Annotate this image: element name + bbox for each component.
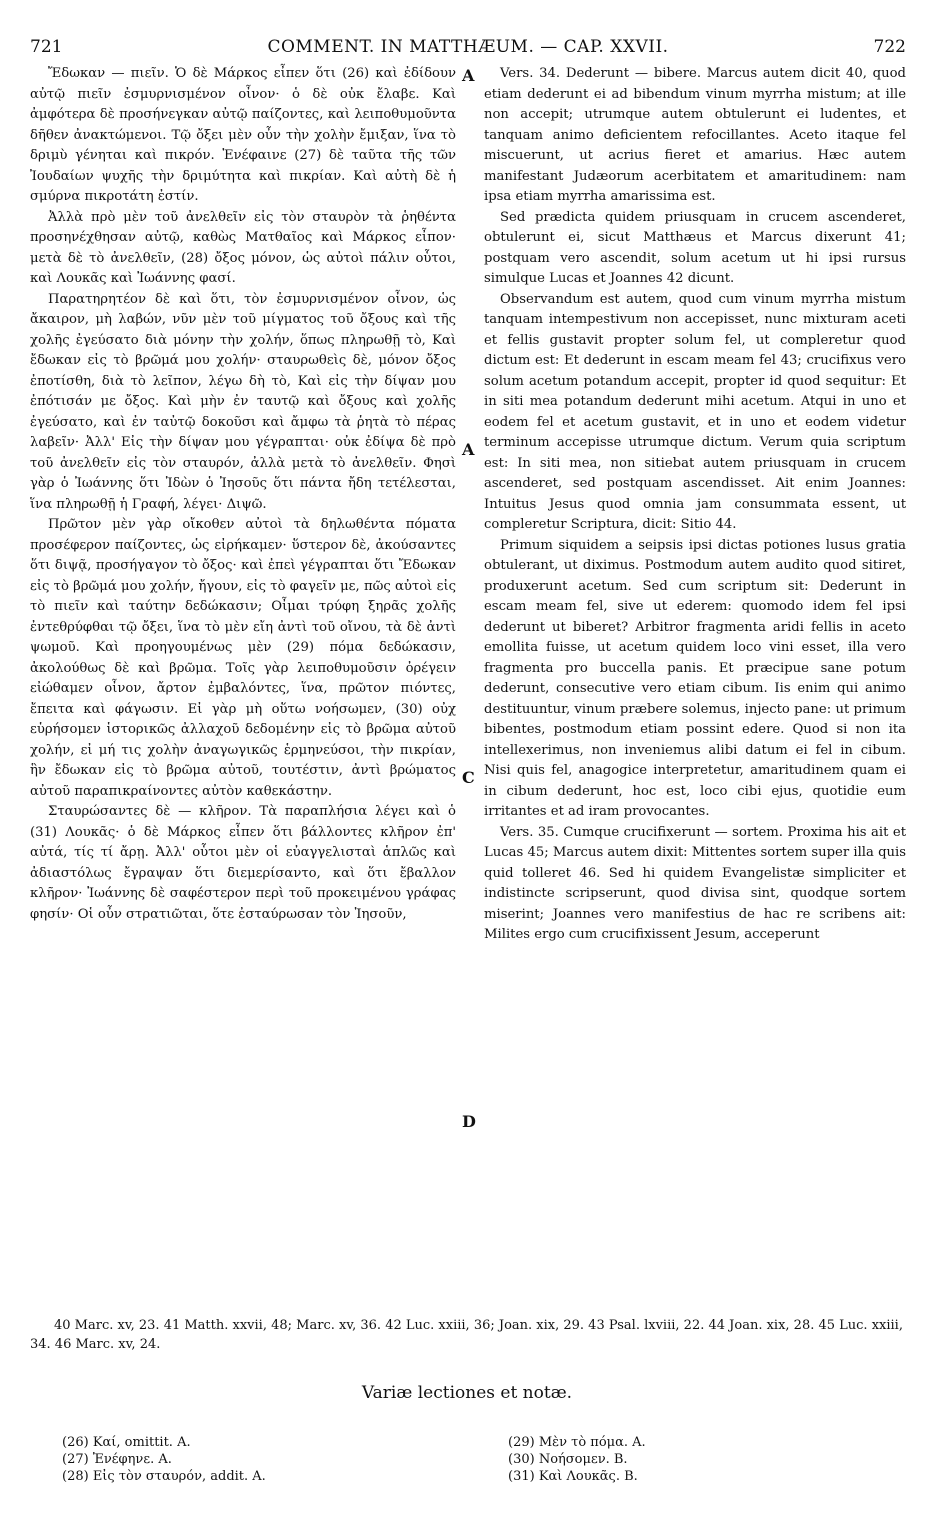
- margin-marker: D: [462, 1112, 476, 1131]
- variae-right-list: [508, 1434, 646, 1485]
- greek-paragraph: Ἀλλὰ πρὸ μὲν τοῦ ἀνελθεῖν εἰς τὸν σταυρὸν τὰ ῥηθέντα προσηνέχθησαν αὐτῷ, καθὼς Ματθαῖος καὶ Μάρκος εἶπον· μετὰ δὲ τὸ ἀνελθεῖν, (28) ὄξος μόνον, ὡς αὐτοὶ πάλιν οὗτοι, καὶ Λουκᾶς καὶ Ἰωάννης φασί.: [30, 209, 456, 286]
- latin-paragraph: Observandum est autem, quod cum vinum myrrha mistum tanquam intempestivum non accepisset, nunc mixturam aceti et fellis gustavit propter solum fel, ut compleretur quod dictum est: Et dederunt in escam meam fel 43; crucifixus vero solum acetum potandum accepit, propter id quod sequitur: Et in siti mea potandum dederunt mihi acetum. Atqui in uno et eodem fel et acetum gustavit, et in uno et eodem videtur terminum accepisse utrumque dictum. Verum quia scriptum est: In siti mea, non sitiebat autem priusquam in crucem ascenderet, sed postquam ascendisset. Ait enim Joannes: Intuitus Jesus quod omnia jam consummata essent, ut compleretur Scriptura, dicit: Sitio 44.: [484, 291, 906, 532]
- greek-paragraph: Ἔδωκαν — πιεῖν. Ὁ δὲ Μάρκος εἶπεν ὅτι (26) καὶ ἐδίδουν αὐτῷ πιεῖν ἐσμυρνισμένον οἶνον· ὁ δὲ οὐκ ἔλαβε. Καὶ ἀμφότερα δὲ προσήνεγκαν αὐτῷ παίζοντες, καὶ λειποθυμοῦντα δῆθεν ἀνακτώμενοι. Τῷ ὄξει μὲν οὖν τὴν χολὴν ἔμιξαν, ἵνα τὸ δριμὺ γένηται καὶ πικρόν. Ἐνέφαινε (27) δὲ ταῦτα τῆς τῶν Ἰουδαίων ψυχῆς τὴν δριμύτητα καὶ πικρίαν. Καὶ αὐτὴ δὲ ἡ σμύρνα πικροτάτη ἐστίν.: [30, 66, 456, 204]
- variae-item: (26) Καί, omittit. A.: [62, 1435, 191, 1450]
- footnotes: [30, 1316, 906, 1354]
- page-number-left: 721: [30, 37, 63, 57]
- variae-title: Variæ lectiones et notæ.: [361, 1383, 573, 1403]
- running-title: COMMENT. IN MATTHÆUM. — CAP. XXVII.: [267, 37, 669, 57]
- latin-paragraph: Sed prædicta quidem priusquam in crucem ascenderet, obtulerunt ei, sicut Matthæus et Marcus dixerunt 41; postquam vero ascendit, solum acetum ut hi ipsi rursus simulque Lucas et Joannes 42 dicunt.: [484, 209, 906, 286]
- greek-paragraph: Παρατηρητέον δὲ καὶ ὅτι, τὸν ἐσμυρνισμένον οἶνον, ὡς ἄκαιρον, μὴ λαβών, νῦν μὲν τοῦ μίγματος τοῦ ὄξους καὶ τῆς χολῆς ἐγεύσατο διὰ μόνην τὴν χολήν, ὅπως πληρωθῇ τὸ, Καὶ ἔδωκαν εἰς τὸ βρῶμά μου χολήν· σταυρωθεὶς δὲ, μόνον ὄξος ἐποτίσθη, διὰ τὸ λεῖπον, λέγω δὴ τὸ, Καὶ εἰς τὴν δίψαν μου ἐπότισάν με ὄξος. Καὶ μὴν ἐν ταυτῷ καὶ ὄξους καὶ χολῆς ἐγεύσατο, καὶ ἐν ταὐτῷ δοκοῦσι καὶ ἄμφω τὰ ῥητὰ τὸ πέρας λαβεῖν· Ἀλλ' Εἰς τὴν δίψαν μου γέγραπται· οὐκ ἐδίψα δὲ πρὸ τοῦ ἀνελθεῖν εἰς τὸν σταυρόν, ἀλλὰ μετὰ τὸ ἀνελθεῖν. Φησὶ γὰρ ὁ Ἰωάννης ὅτι Ἰδὼν ὁ Ἰησοῦς ὅτι πάντα ἤδη τετέλεσται, ἵνα πληρωθῇ ἡ Γραφή, λέγει· Διψῶ.: [30, 291, 456, 512]
- variae-item: (31) Καὶ Λουκᾶς. B.: [508, 1469, 638, 1484]
- variae-left-list: [62, 1434, 266, 1485]
- margin-marker: A: [462, 440, 475, 459]
- greek-column: [30, 64, 456, 925]
- variae-item: (30) Νοήσομεν. B.: [508, 1452, 628, 1467]
- greek-paragraph: Πρῶτον μὲν γὰρ οἴκοθεν αὐτοὶ τὰ δηλωθέντα πόματα προσέφερον παίζοντες, ὡς εἰρήκαμεν· ὕστερον δὲ, ἀκούσαντες ὅτι διψᾷ, προσήγαγον τὸ ὄξος· καὶ ἐπεὶ γέγραπται ὅτι Ἔδωκαν εἰς τὸ βρῶμά μου χολήν, ἤγουν, εἰς τὸ φαγεῖν με, πῶς αὐτοὶ εἰς τὸ πιεῖν καὶ ταύτην δεδώκασιν; Οἶμαι τρύφη ξηρᾶς χολῆς ἐντεθρύφθαι τῷ ὄξει, ἵνα τὸ μὲν εἴη ἀντὶ τοῦ οἴνου, τὰ δὲ ἀντὶ ψωμοῦ. Καὶ προηγουμένως μὲν (29) πόμα δεδώκασιν, ἀκολούθως δὲ καὶ βρῶμα. Τοῖς γὰρ λειποθυμοῦσιν ὀρέγειν εἰώθαμεν οἶνον, ἄρτον ἐμβαλόντες, ἵνα, πρῶτον πιόντες, ἔπειτα καὶ φάγωσιν. Εἰ γὰρ μὴ οὕτω νοήσωμεν, (30) οὐχ εὑρήσομεν ἱστορικῶς ἀλλαχοῦ δεδομένην εἰς τὸ βρῶμα αὐτοῦ χολήν, εἰ μή τις χολὴν ἀναγωγικῶς ἑρμηνεύσοι, τὴν πικρίαν, ἣν ἔδωκαν εἰς τὸ βρῶμα αὐτοῦ, τουτέστιν, ἀντὶ βρώματος αὐτοῦ παραπικραίνοντες αὐτὸν καθεκάστην.: [30, 517, 456, 799]
- latin-paragraph: Vers. 35. Cumque crucifixerunt — sortem. Proxima his ait et Lucas 45; Marcus autem dixit: Mittentes sortem super illa quis quid tolleret 46. Sed hi quidem Evangelistæ simpliciter et indistincte scripserunt, quod divisa sint, quodque sortem miserint; Joannes vero manifestius de hac re scribens ait: Milites ergo cum crucifixissent Jesum, acceperunt: [484, 824, 906, 942]
- greek-paragraph: Σταυρώσαντες δὲ — κλῆρον. Τὰ παραπλήσια λέγει καὶ ὁ (31) Λουκᾶς· ὁ δὲ Μάρκος εἶπεν ὅτι βάλλοντες κλῆρον ἐπ' αὐτά, τίς τί ἄρῃ. Ἀλλ' οὗτοι μὲν οἱ εὐαγγελισταὶ ἁπλῶς καὶ ἀδιαστόλως ἔγραψαν ὅτι διεμερίσαντο, καὶ ὅτι ἔβαλλον κλῆρον· Ἰωάννης δὲ σαφέστερον περὶ τοῦ προκειμένου γράφας φησίν· Οἱ οὖν στρατιῶται, ὅτε ἐσταύρωσαν τὸν Ἰησοῦν,: [30, 804, 456, 922]
- margin-marker: C: [462, 768, 475, 787]
- variae-item: (28) Εἰς τὸν σταυρόν, addit. A.: [62, 1469, 266, 1484]
- latin-column: [484, 64, 906, 946]
- variae-item: (29) Μὲν τὸ πόμα. A.: [508, 1435, 646, 1450]
- footnote-line: 40 Marc. xv, 23. 41 Matth. xxvii, 48; Marc. xv, 36. 42 Luc. xxiii, 36; Joan. xix, 29. 43 Psal. lxviii, 22. 44 Joan. xix, 28. 45 Luc. xxiii, 34. 46 Marc. xv, 24.: [30, 1318, 903, 1352]
- page-header: [30, 36, 906, 58]
- latin-paragraph: Vers. 34. Dederunt — bibere. Marcus autem dicit 40, quod etiam dederunt ei ad bibendum vinum myrrha mistum; at ille non accepit; utrumque autem obtulerunt ei ludentes, et tanquam animo deficientem refocillantes. Aceto itaque fel miscuerunt, ut acrius fieret et amarius. Hæc autem manifestant Judæorum acerbitatem et amaritudinem: nam ipsa etiam myrrha amarissima est.: [484, 66, 906, 204]
- latin-paragraph: Primum siquidem a seipsis ipsi dictas potiones lusus gratia obtulerant, ut diximus. Postmodum autem audito quod sitiret, produxerunt acetum. Sed cum scriptum sit: Dederunt in escam meam fel, sive ut ederem: quomodo idem fel ipsi dederunt ut biberet? Arbitror fragmenta aridi fellis in aceto emollita fuisse, ut acetum quidem loco vini esset, illa vero fragmenta pro buccella panis. Et præcipue sane potum dederunt, consecutive vero etiam cibum. Iis enim qui animo destituuntur, vinum præbere solemus, injecto pane: ut primum bibentes, postmodum etiam possint edere. Quod si non ita intellexerimus, non inveniemus alibi datum ei fel in cibum. Nisi quis fel, anagogice interpretetur, amaritudinem quam ei in cibum dederunt, hoc est, loco cibi ejus, quotidie eum irritantes et ad iram provocantes.: [484, 537, 906, 819]
- variae-item: (27) Ἐνέφηνε. A.: [62, 1452, 172, 1467]
- margin-marker: A: [462, 66, 475, 85]
- page-number-right: 722: [873, 37, 906, 57]
